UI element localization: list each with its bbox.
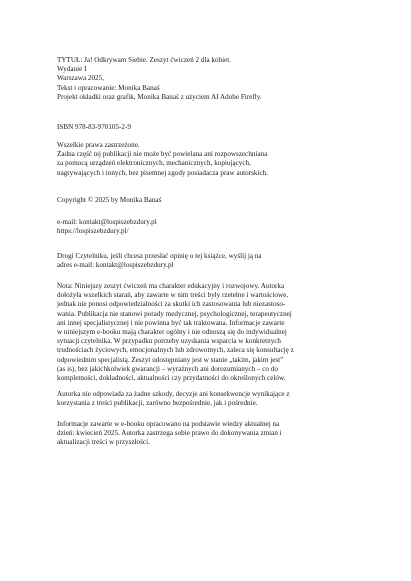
rights-line: za pomocą urządzeń elektronicznych, mechanicznych, kopiujących, (57, 159, 251, 168)
note-line: (as is), bez jakichkolwiek gwarancji – wyrażnych ani dorozumianych – co do (57, 364, 278, 373)
note-line: dołożyła wszelkich starań, aby zawarte w nim treści były rzetelne i wartościowe, (57, 291, 289, 300)
note-line: ani innej specjalistycznej i nie powinna być tak traktowana. Informacje zawarte (57, 318, 285, 327)
rights-line: Żadna część tej publikacji nie może być powielana ani rozpowszechniana (57, 150, 268, 159)
copyright-line: Copyright © 2025 by Monika Banaś (57, 196, 162, 204)
note-line: Nota: Niniejszy zeszyt ćwiczeń ma charakter edukacyjny i rozwojowy. Autorka (57, 282, 285, 290)
place-year-line: Warszawa 2025, (57, 74, 104, 83)
isbn-block (57, 123, 357, 132)
email-line: e-mail: kontakt@lospiszebzdury.pl (57, 218, 157, 226)
note-line: odpowiednim specjalistą. Zeszyt udostępniany jest w stanie „takim, jakim jest” (57, 355, 284, 364)
note-block (57, 282, 357, 383)
author-line: Tekst i opracowanie: Monika Banaś (57, 83, 160, 92)
rights-title: Wszelkie prawa zastrzeżone. (57, 141, 140, 149)
update-line: aktualizacji treści w przyszłości. (57, 438, 150, 447)
liability-block (57, 390, 357, 408)
rights-line: nagrywających i innych, bez pisemnej zgody posiadacza praw autorskich. (57, 168, 268, 177)
reader-block (57, 252, 357, 270)
edition-line: Wydanie I (57, 65, 87, 74)
copyright-block (57, 196, 357, 205)
colophon-block (57, 56, 357, 102)
cover-design-line: Projekt okładki oraz grafik, Monika Banaś z użyciem AI Adobe Firefly. (57, 92, 262, 101)
note-line: sytuacji czytelnika. W przypadku potrzeby uzyskania wsparcia w konkretnych (57, 337, 282, 346)
reader-line: Drogi Czytelniku, jeśli chcesz przesłać opinię o tej książce, wyślij ją na (57, 252, 262, 260)
note-line: w niniejszym e-booku mają charakter ogólny i nie odnoszą się do indywidualnej (57, 328, 287, 337)
contact-block (57, 218, 357, 236)
note-line: wania. Publikacja nie stanowi porady medycznej, psychologicznej, terapeutycznej (57, 309, 292, 318)
isbn-line: ISBN 978-83-970105-2-9 (57, 123, 131, 131)
liability-line: korzystania z treści publikacji, zarówno bezpośrednie, jak i pośrednie. (57, 399, 258, 408)
title-line: TYTUŁ: Ja! Odkrywam Siebie. Zeszyt ćwiczeń 2 dla kobiet. (57, 56, 232, 64)
reader-line: adres e-mail: kontakt@lospiszebzdury.pl (57, 261, 174, 270)
update-line: Informacje zawarte w e-booku opracowano na podstawie wiedzy aktualnej na (57, 420, 280, 428)
liability-line: Autorka nie odpowiada za żadne szkody, decyzje ani konsekwencje wynikające z (57, 390, 290, 398)
update-block (57, 420, 357, 448)
rights-block (57, 141, 357, 178)
website-link[interactable]: https://lospiszebzdury.pl/ (57, 227, 129, 236)
note-line: trudnościach życiowych, emocjonalnych lub zdrowotnych, zaleca się konsultację z (57, 346, 294, 355)
update-line: dzień: kwiecień 2025. Autorka zastrzega sobie prawo do dokonywania zmian i (57, 429, 282, 438)
note-line: kompletności, dokładności, aktualności czy przydatności do określonych celów. (57, 374, 286, 383)
note-line: jednak nie ponosi odpowiedzialności za skutki ich zastosowania lub niezastoso- (57, 300, 286, 309)
